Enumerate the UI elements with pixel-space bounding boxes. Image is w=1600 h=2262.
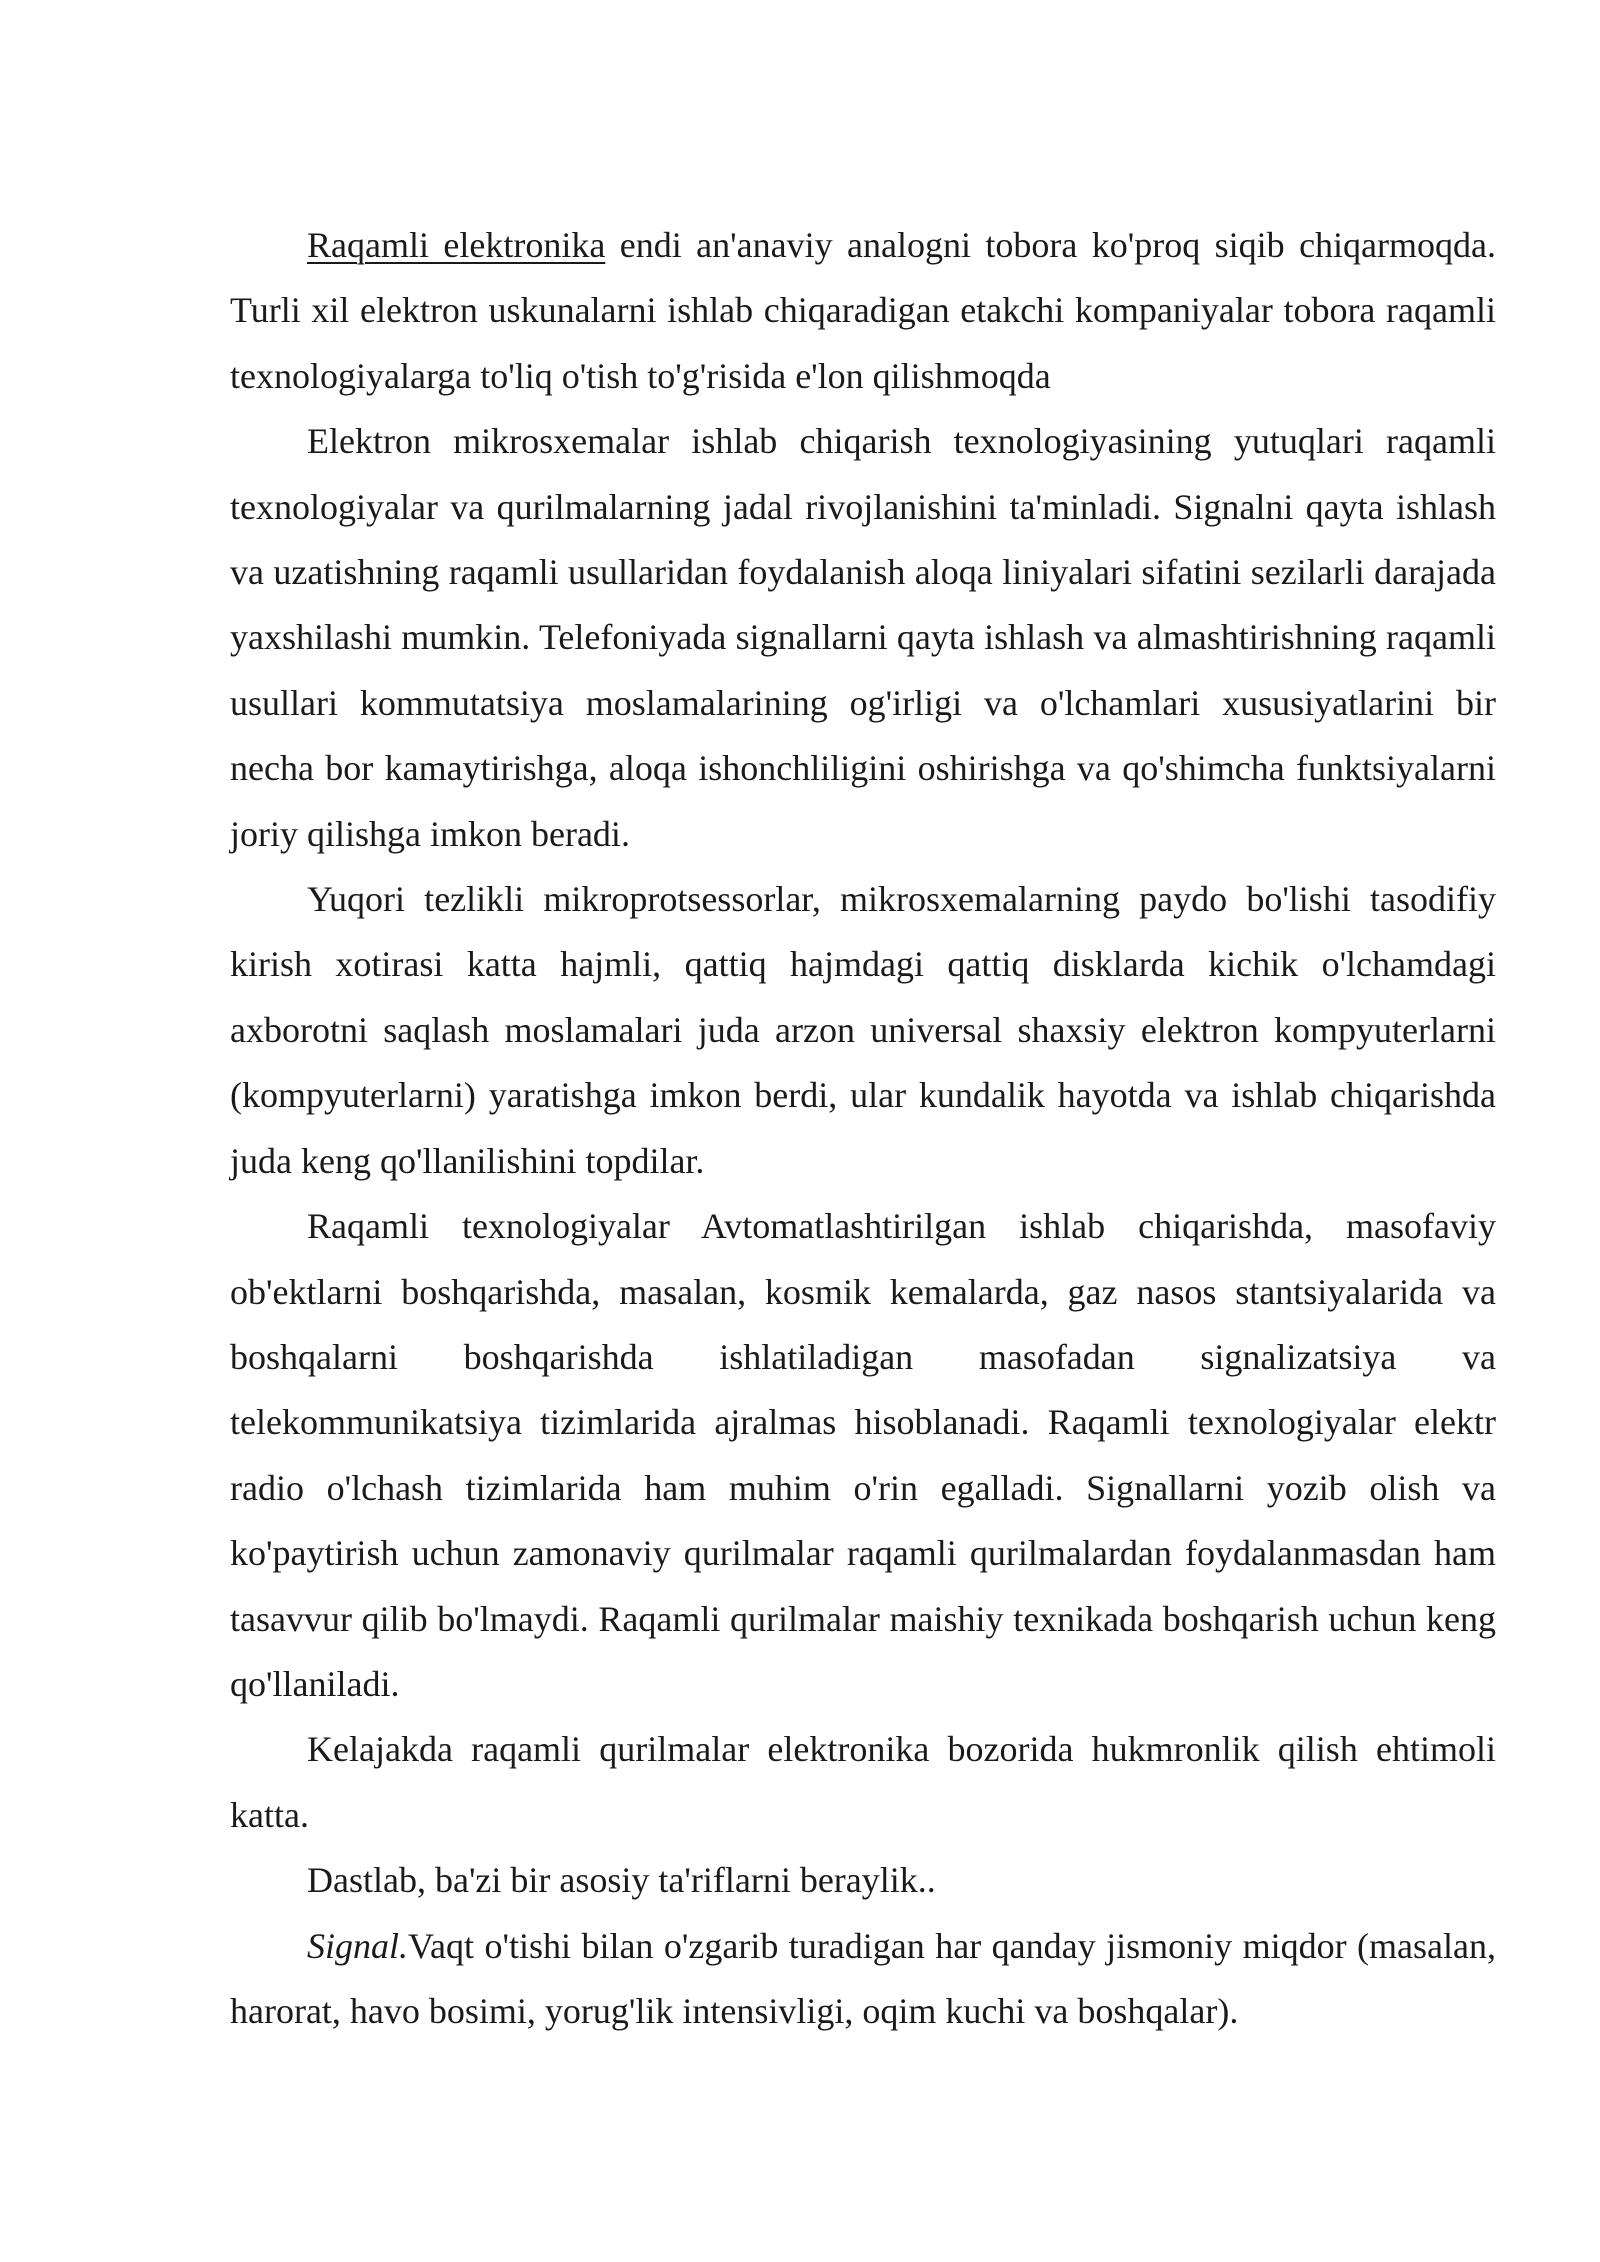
paragraph-2: Elektron mikrosxemalar ishlab chiqarish texnologiyasining yutuqlari raqamli texnologiyalar va qurilmalarning jadal rivojlanishini ta'minladi. Signalni qayta ishlash va uzatishning raqamli usullaridan foydalanish aloqa liniyalari sifatini sezilarli darajada yaxshilashi mumkin. Telefoniyada signallarni qayta ishlash va almashtirishning raqamli usullari kommutatsiya moslamalarining og'irligi va o'lchamlari xususiyatlarini bir necha bor kamaytirishga, aloqa ishonchliligini oshirishga va qo'shimcha funktsiyalarni joriy qilishga imkon beradi. (230, 421, 1496, 854)
paragraph-text: endi an'anaviy analogni tobora ko'proq siqib chiqarmoqda. Turli xil elektron uskunalarni ishlab chiqaradigan etakchi kompaniyalar tobora raqamli texnologiyalarga to'liq o'tish to'g'risida e'lon qilishmoqda (230, 225, 1497, 396)
paragraph-1 (230, 213, 1496, 409)
term-link-raqamli-elektronika[interactable]: Raqamli elektronika (307, 225, 606, 265)
document-page (230, 213, 1496, 2044)
paragraph-6: Dastlab, ba'zi bir asosiy ta'riflarni beraylik.. (307, 1860, 936, 1901)
term-signal: Signal. (307, 1925, 409, 1966)
paragraph-7 (230, 1914, 1496, 2045)
paragraph-3: Yuqori tezlikli mikroprotsessorlar, mikrosxemalarning paydo bo'lishi tasodifiy kirish xotirasi katta hajmli, qattiq hajmdagi qattiq disklarda kichik o'lchamdagi axborotni saqlash moslamalari juda arzon universal shaxsiy elektron kompyuterlarni (kompyuterlarni) yaratishga imkon berdi, ular kundalik hayotda va ishlab chiqarishda juda keng qo'llanilishini topdilar. (230, 879, 1496, 1181)
paragraph-4: Raqamli texnologiyalar Avtomatlashtirilgan ishlab chiqarishda, masofaviy ob'ektlarni boshqarishda, masalan, kosmik kemalarda, gaz nasos stantsiyalarida va boshqalarni boshqarishda ishlatiladigan masofadan signalizatsiya va telekommunikatsiya tizimlarida ajralmas hisoblanadi. Raqamli texnologiyalar elektr radio o'lchash tizimlarida ham muhim o'rin egalladi. Signallarni yozib olish va ko'paytirish uchun zamonaviy qurilmalar raqamli qurilmalardan foydalanmasdan ham tasavvur qilib bo'lmaydi. Raqamli qurilmalar maishiy texnikada boshqarish uchun keng qo'llaniladi. (230, 1206, 1496, 1704)
paragraph-text: Vaqt o'tishi bilan o'zgarib turadigan har qanday jismoniy miqdor (masalan, harorat, havo bosimi, yorug'lik intensivligi, oqim kuchi va boshqalar). (230, 1925, 1496, 2031)
paragraph-5: Kelajakda raqamli qurilmalar elektronika bozorida hukmronlik qilish ehtimoli katta. (230, 1729, 1496, 1835)
